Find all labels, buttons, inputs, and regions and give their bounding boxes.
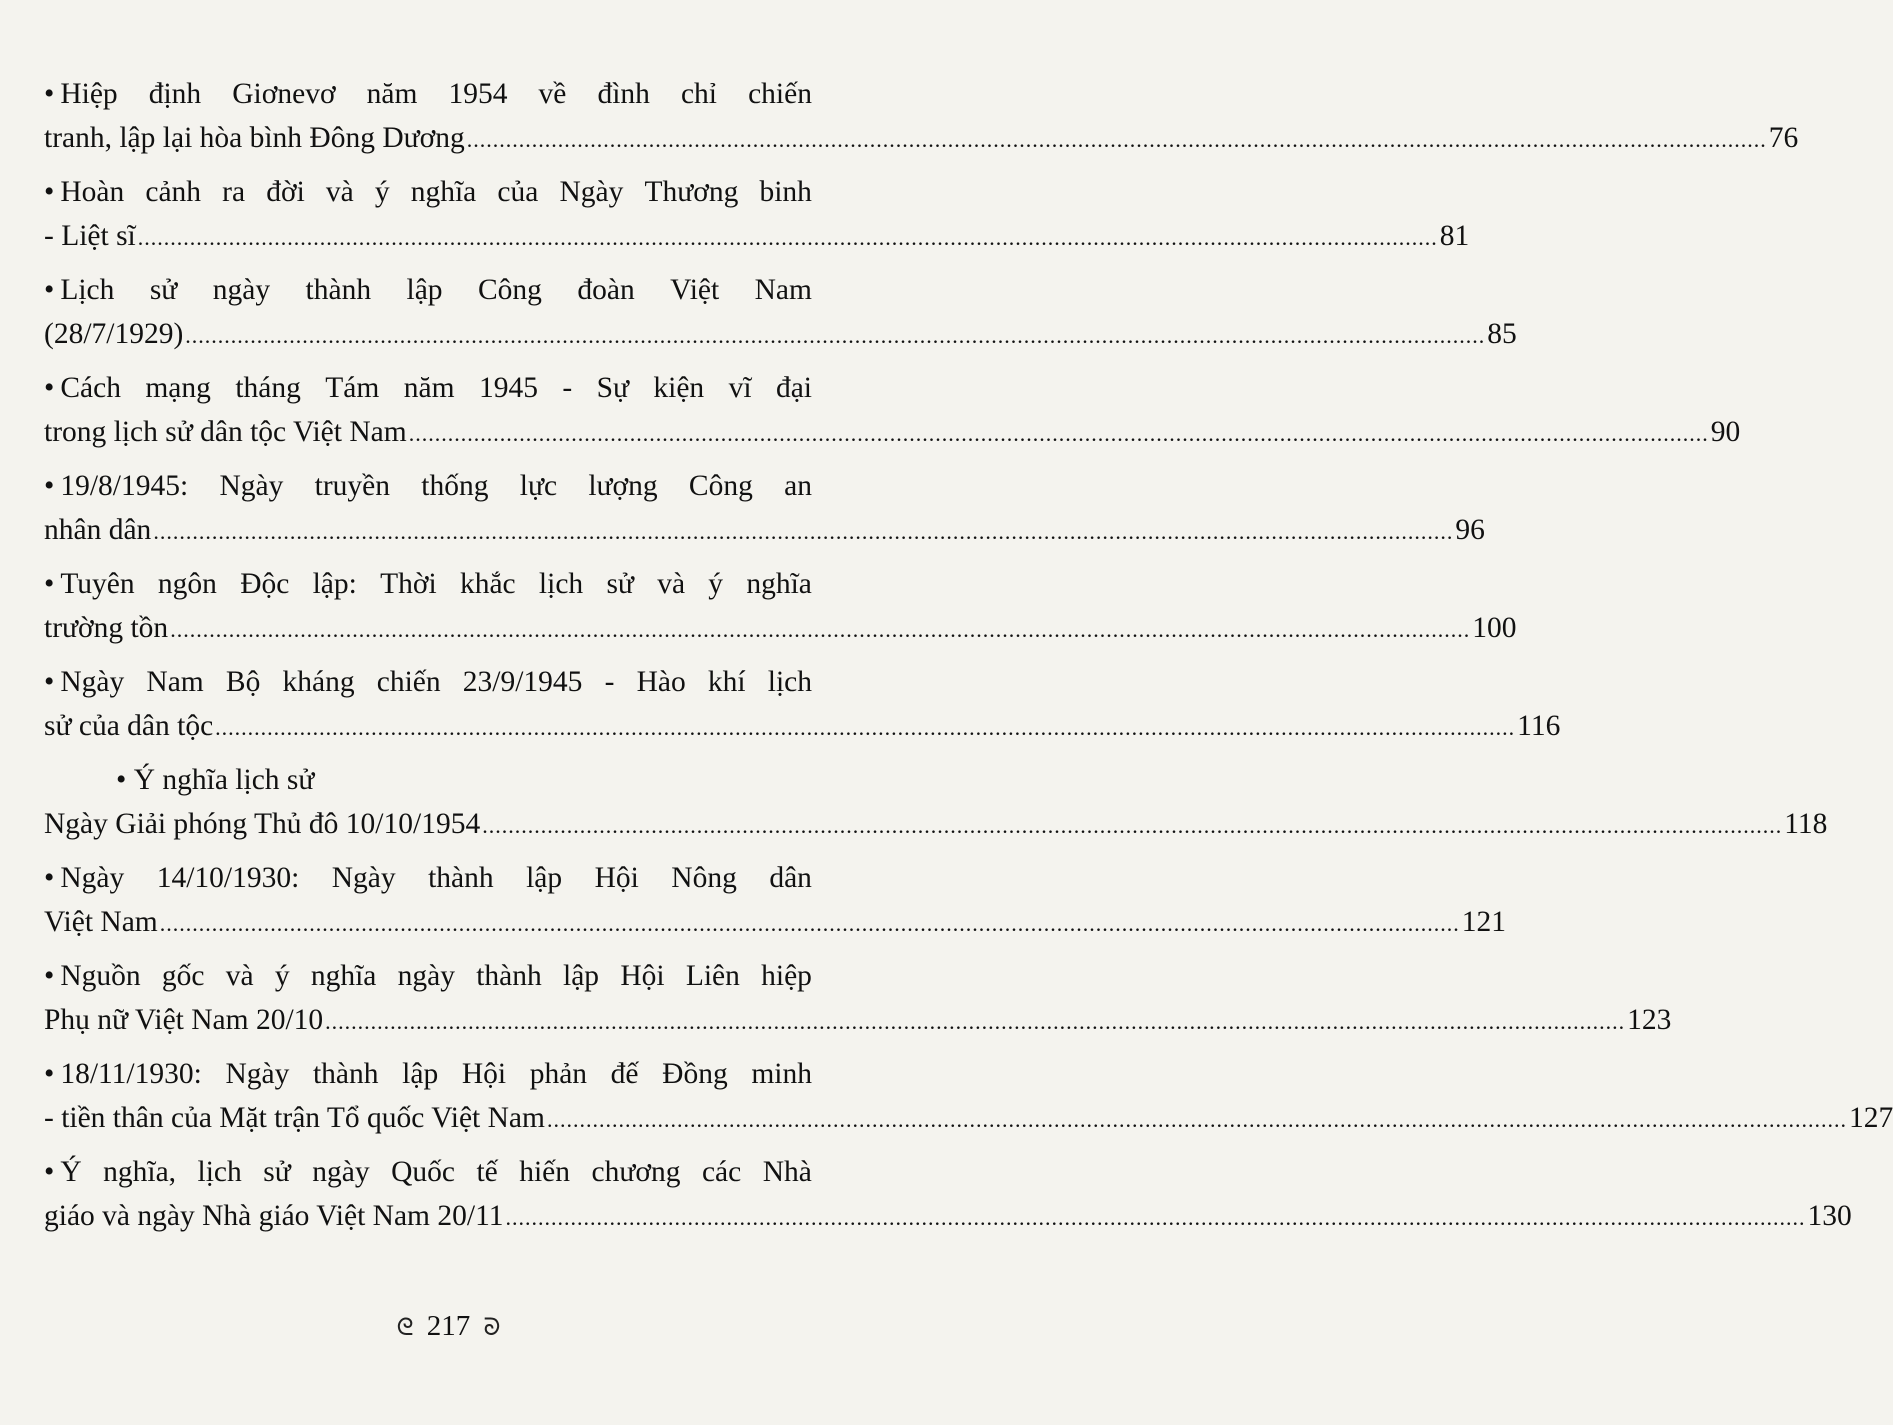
title-word: kháng: [282, 666, 355, 698]
title-word: dân: [769, 862, 812, 894]
title-word: 19/8/1945:: [60, 470, 189, 502]
left-ornament-icon: ᘓ: [396, 1315, 414, 1341]
page-ref: 123: [1627, 1004, 1672, 1036]
page-ref: 118: [1784, 808, 1828, 840]
title-word: hiệp: [761, 960, 812, 992]
title-word: Nam: [146, 666, 204, 698]
title-word: ngôn: [157, 568, 217, 600]
bullet-group: [44, 1052, 202, 1096]
toc-entry-title-line2: [44, 606, 1517, 650]
title-word: Hội: [594, 862, 639, 894]
title-word: -: [604, 666, 615, 698]
title-word: Bộ: [225, 666, 261, 698]
toc-entry-title-line1: [44, 464, 812, 508]
title-word: Ngày: [559, 176, 624, 208]
bullet-icon: •: [44, 372, 55, 404]
title-word: và: [325, 176, 354, 208]
title-word: Hoàn: [60, 176, 125, 208]
bullet-icon: •: [44, 274, 55, 306]
page-ref: 116: [1517, 710, 1561, 742]
title-word: đình: [597, 78, 650, 110]
title-word: và: [225, 960, 254, 992]
title-word: 23/9/1945: [462, 666, 583, 698]
toc-entry: [44, 72, 1799, 160]
bullet-group: [44, 660, 124, 704]
title-word: 18/11/1930:: [60, 1058, 202, 1090]
toc-entry-title-line2: [44, 704, 1561, 748]
title-word: của: [497, 176, 539, 208]
title-word: lập: [402, 1058, 439, 1090]
title-word: Việt: [670, 274, 720, 306]
title-word: thống: [421, 470, 489, 502]
title-word: và: [657, 568, 686, 600]
title-word: Nông: [671, 862, 737, 894]
title-word: ý: [708, 568, 724, 600]
title-word: nghĩa: [410, 176, 477, 208]
toc-entry: [44, 464, 1485, 552]
title-word: thành: [305, 274, 372, 306]
title-word: mạng: [145, 372, 211, 404]
title-word: Thời: [380, 568, 437, 600]
toc-entry-title-line2: [44, 998, 1672, 1042]
title-word: 1945: [478, 372, 538, 404]
title-word: tế: [476, 1156, 498, 1188]
title-continuation: trường tồn: [44, 612, 169, 644]
title-word: năm: [366, 78, 418, 110]
bullet-group: [44, 366, 121, 410]
dot-leader: ........................................................................................................................................................................................................: [408, 421, 1709, 446]
dot-leader: ........................................................................................................................................................................................................: [325, 1009, 1626, 1034]
page-ref: 76: [1768, 122, 1799, 154]
title-word: đoàn: [577, 274, 635, 306]
title-word: lực: [519, 470, 558, 502]
title-word: lịch: [197, 1156, 242, 1188]
table-of-contents: [44, 72, 1893, 1248]
toc-entry-title-line1: [44, 170, 812, 214]
title-continuation: Ngày Giải phóng Thủ đô 10/10/1954: [44, 808, 481, 840]
dot-leader: ........................................................................................................................................................................................................: [170, 617, 1471, 642]
toc-entry: [44, 660, 1561, 748]
title-word: định: [148, 78, 202, 110]
bullet-group: [44, 1150, 82, 1194]
toc-entry: [44, 856, 1506, 944]
toc-entry-title-line1: [44, 562, 812, 606]
page-ref: 85: [1487, 318, 1517, 350]
title-word: chiến: [376, 666, 441, 698]
title-word: Nguồn: [60, 960, 141, 992]
title-continuation: sử của dân tộc: [44, 710, 214, 742]
title-word: tháng: [235, 372, 301, 404]
title-continuation: Việt Nam: [44, 906, 158, 938]
title-word: ngày: [212, 274, 271, 306]
toc-entry-title-line2: [44, 116, 1799, 160]
bullet-icon: •: [44, 862, 55, 894]
title-continuation: trong lịch sử dân tộc Việt Nam: [44, 416, 407, 448]
title-word: lập: [526, 862, 563, 894]
title-word: Nam: [754, 274, 812, 306]
title-word: lịch: [767, 666, 812, 698]
title-word: Sự: [596, 372, 629, 404]
page-footer: [0, 1306, 897, 1348]
title-word: ra: [222, 176, 246, 208]
toc-entry-title-line2: [44, 1096, 1893, 1140]
title-word: ngày: [312, 1156, 370, 1188]
title-word: thành: [476, 960, 542, 992]
title-word: đại: [775, 372, 812, 404]
toc-entry-title-line1: [44, 366, 812, 410]
bullet-icon: •: [44, 568, 55, 600]
title-word: ngày: [397, 960, 455, 992]
toc-entry-title-line2: [44, 1194, 1852, 1238]
title-word: chỉ: [680, 78, 717, 110]
dot-leader: ........................................................................................................................................................................................................: [159, 911, 1460, 936]
page-number: 217: [426, 1310, 471, 1342]
bullet-icon: •: [44, 78, 55, 110]
toc-entry-title-line2: [44, 410, 1741, 454]
title-word: hiến: [519, 1156, 571, 1188]
title-word: 14/10/1930:: [156, 862, 300, 894]
title-word: Hội: [620, 960, 665, 992]
dot-leader: ........................................................................................................................................................................................................: [153, 519, 1454, 544]
toc-entry: [44, 954, 1672, 1042]
bullet-group: [44, 562, 135, 606]
title-word: -: [562, 372, 573, 404]
title-word: Giơnevơ: [232, 78, 336, 110]
page-ref: 130: [1807, 1200, 1852, 1232]
toc-entry: [44, 170, 1470, 258]
bullet-group: [44, 954, 141, 998]
title-word: gốc: [161, 960, 205, 992]
title-continuation: - tiền thân của Mặt trận Tổ quốc Việt Nam: [44, 1102, 545, 1134]
title-word: ý: [374, 176, 390, 208]
title-word: Độc: [240, 568, 290, 600]
dot-leader: ........................................................................................................................................................................................................: [546, 1107, 1847, 1132]
title-word: Ngày: [219, 470, 284, 502]
title-word: lập:: [312, 568, 357, 600]
title-word: nghĩa: [310, 960, 377, 992]
toc-entry-title-line2: [44, 312, 1517, 356]
title-word: sử: [263, 1156, 291, 1188]
title-word: kiện: [653, 372, 705, 404]
title-word: Ngày: [60, 862, 125, 894]
toc-entry: [44, 562, 1517, 650]
toc-entry: [44, 268, 1517, 356]
title-continuation: giáo và ngày Nhà giáo Việt Nam 20/11: [44, 1200, 504, 1232]
bullet-group: [44, 170, 124, 214]
dot-leader: ........................................................................................................................................................................................................: [505, 1205, 1806, 1230]
title-word: Lịch: [60, 274, 115, 306]
bullet-icon: •: [44, 960, 55, 992]
title-word: Cách: [60, 372, 121, 404]
title-word: khắc: [459, 568, 516, 600]
title-word: Hội: [461, 1058, 507, 1090]
page-ref: 127: [1848, 1102, 1893, 1134]
title-word: Ngày: [331, 862, 396, 894]
toc-entry-title-line1: [44, 72, 812, 116]
title-word: sử: [149, 274, 178, 306]
title-word: phản: [529, 1058, 588, 1090]
title-word: ý: [274, 960, 290, 992]
toc-entry-title-line1: • Ý nghĩa lịch sử: [116, 764, 315, 796]
toc-entry: [44, 1150, 1852, 1238]
toc-entry: [44, 1052, 1893, 1140]
bullet-icon: •: [44, 1156, 55, 1188]
title-word: thành: [312, 1058, 379, 1090]
title-word: vĩ: [728, 372, 752, 404]
title-continuation: - Liệt sĩ: [44, 220, 136, 252]
title-word: lập: [563, 960, 600, 992]
toc-entry-title-line1: [44, 856, 812, 900]
bullet-group: [44, 268, 114, 312]
page-ref: 96: [1455, 514, 1485, 546]
page-ref: 81: [1439, 220, 1470, 252]
title-word: đời: [266, 176, 305, 208]
title-word: thành: [428, 862, 494, 894]
toc-entry-title-line1: [44, 268, 812, 312]
toc-entry-title-line1: [44, 660, 812, 704]
toc-entry-title-line2: [44, 508, 1485, 552]
toc-entry-title-line2: [44, 900, 1506, 944]
title-continuation: tranh, lập lại hòa bình Đông Dương: [44, 122, 465, 154]
page-ref: 90: [1710, 416, 1741, 448]
toc-entry-title-line1: [44, 954, 812, 998]
title-word: Nhà: [762, 1156, 812, 1188]
title-continuation: Phụ nữ Việt Nam 20/10: [44, 1004, 324, 1036]
bullet-icon: •: [44, 176, 55, 208]
toc-entry-title-line2: [44, 214, 1470, 258]
title-word: Liên: [685, 960, 740, 992]
bullet-group: [44, 464, 188, 508]
title-word: Tám: [325, 372, 380, 404]
dot-leader: ........................................................................................................................................................................................................: [185, 323, 1486, 348]
page-ref: 100: [1472, 612, 1517, 644]
title-word: đế: [610, 1058, 639, 1090]
title-word: lượng: [588, 470, 658, 502]
dot-leader: ........................................................................................................................................................................................................: [215, 715, 1516, 740]
title-word: sử: [606, 568, 634, 600]
page-ref: 121: [1461, 906, 1506, 938]
title-word: lịch: [538, 568, 584, 600]
dot-leader: ........................................................................................................................................................................................................: [137, 225, 1438, 250]
toc-entry: [44, 758, 1828, 846]
toc-entry-title-line1: [44, 1150, 812, 1194]
bullet-group: [44, 856, 124, 900]
toc-entry-title-line2: [44, 802, 1828, 846]
title-word: cảnh: [145, 176, 202, 208]
title-word: Ý: [60, 1156, 82, 1188]
title-word: Hào: [636, 666, 686, 698]
title-word: các: [701, 1156, 742, 1188]
title-word: về: [538, 78, 567, 110]
title-word: an: [784, 470, 812, 502]
title-word: Đồng: [662, 1058, 728, 1090]
title-word: Công: [478, 274, 542, 306]
bullet-icon: •: [44, 1058, 55, 1090]
title-word: chiến: [748, 78, 812, 110]
title-word: Tuyên: [60, 568, 135, 600]
dot-leader: ........................................................................................................................................................................................................: [482, 813, 1783, 838]
dot-leader: ........................................................................................................................................................................................................: [466, 127, 1767, 152]
title-word: lập: [406, 274, 443, 306]
title-continuation: nhân dân: [44, 514, 152, 546]
title-word: Ngày: [60, 666, 125, 698]
title-word: Công: [688, 470, 753, 502]
title-continuation: (28/7/1929): [44, 318, 184, 350]
title-word: minh: [751, 1058, 812, 1090]
toc-entry: [44, 366, 1741, 454]
bullet-icon: •: [44, 666, 55, 698]
title-word: Ngày: [225, 1058, 290, 1090]
toc-entry-title-line1: [44, 1052, 812, 1096]
title-word: nghĩa,: [103, 1156, 177, 1188]
title-word: Hiệp: [60, 78, 118, 110]
title-word: binh: [759, 176, 812, 208]
title-word: Quốc: [391, 1156, 455, 1188]
bullet-group: [44, 72, 118, 116]
title-word: năm: [403, 372, 455, 404]
title-word: chương: [591, 1156, 681, 1188]
title-word: Thương: [644, 176, 739, 208]
title-word: 1954: [448, 78, 508, 110]
title-word: khí: [707, 666, 746, 698]
title-word: nghĩa: [746, 568, 812, 600]
title-word: truyền: [314, 470, 391, 502]
right-ornament-icon: ᘐ: [483, 1315, 501, 1341]
bullet-icon: •: [44, 470, 55, 502]
